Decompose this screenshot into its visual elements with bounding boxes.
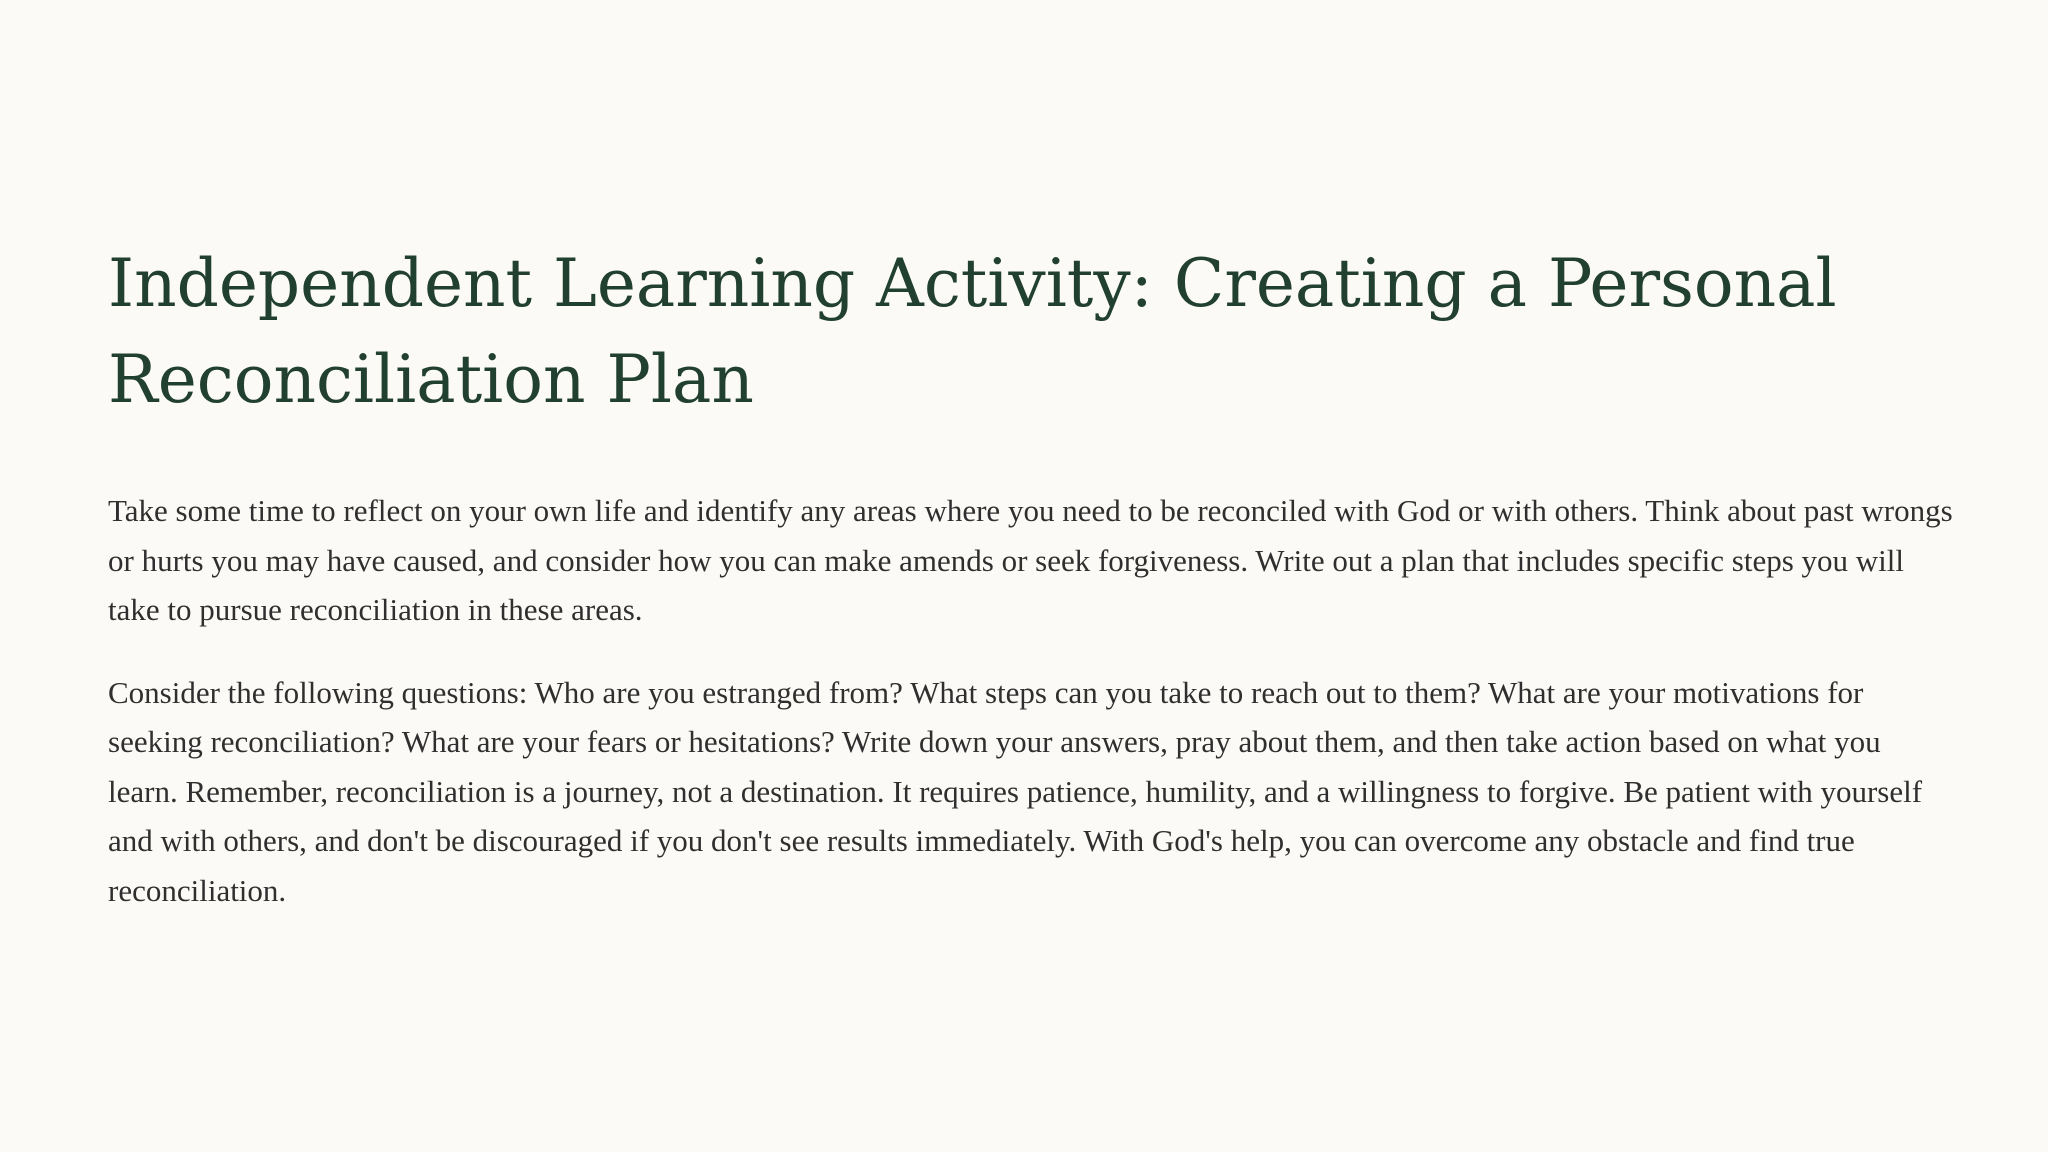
slide-content xyxy=(108,236,1956,915)
body-paragraph-1: Take some time to reflect on your own life and identify any areas where you need to be reconciled with God or with others. Think about past wrongs or hurts you may have caused, and consider how you can make amends or seek forgiveness. Write out a plan that includes specific steps you will take to pursue reconciliation in these areas. xyxy=(108,493,1953,627)
body-paragraph-2: Consider the following questions: Who are you estranged from? What steps can you take to reach out to them? What are your motivations for seeking reconciliation? What are your fears or hesitations? Write down your answers, pray about them, and then take action based on what you learn. Remember, reconciliation is a journey, not a destination. It requires patience, humility, and a willingness to forgive. Be patient with yourself and with others, and don't be discouraged if you don't see results immediately. With God's help, you can overcome any obstacle and find true reconciliation. xyxy=(108,674,1923,908)
slide-title: Independent Learning Activity: Creating a Personal Reconciliation Plan xyxy=(108,245,1837,418)
